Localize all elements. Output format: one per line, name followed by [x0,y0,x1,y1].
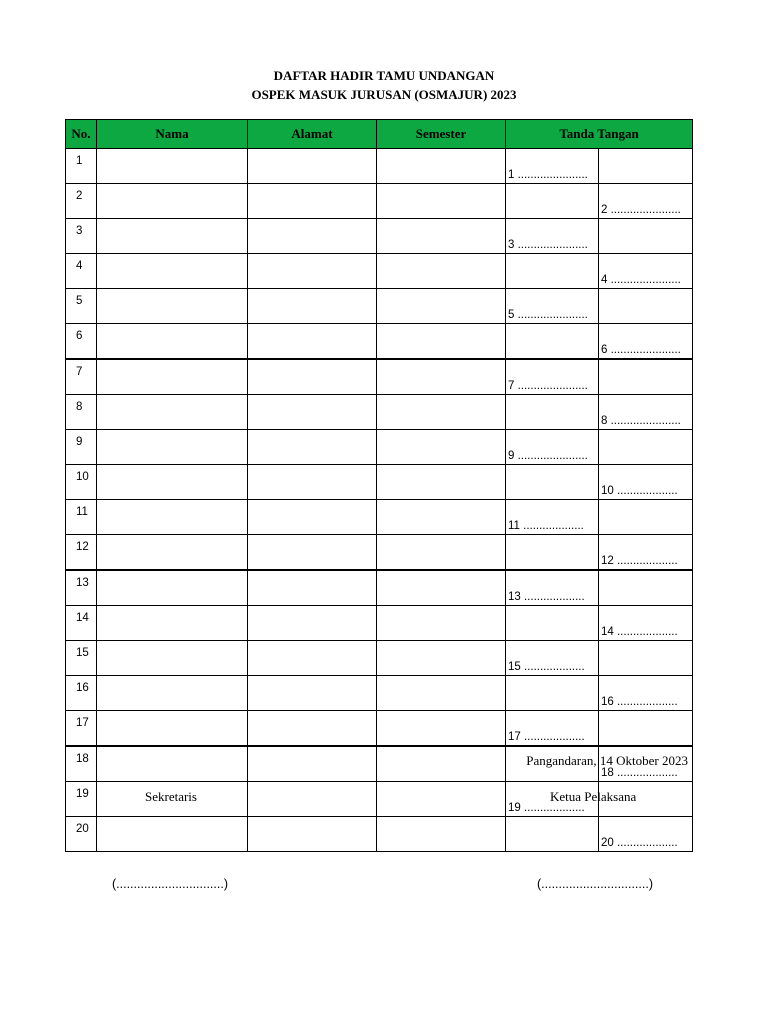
signature-cell-left[interactable] [506,395,599,430]
semester-cell[interactable] [377,324,506,360]
table-row [66,641,693,676]
table-row [66,570,693,606]
alamat-cell[interactable] [248,817,377,852]
secretary-title: Sekretaris [145,789,197,804]
signature-cell-right[interactable] [599,711,693,747]
row-number: 10 [66,465,97,500]
nama-cell[interactable] [97,465,248,500]
row-number: 5 [66,289,97,324]
nama-cell[interactable] [97,817,248,852]
alamat-cell[interactable] [248,782,377,817]
signature-cell-right[interactable] [599,219,693,254]
semester-cell[interactable] [377,606,506,641]
semester-cell[interactable] [377,711,506,747]
semester-cell[interactable] [377,184,506,219]
semester-cell[interactable] [377,465,506,500]
signature-cell-right[interactable] [599,465,693,500]
row-number: 8 [66,395,97,430]
signature-line: 15 ................... [508,661,585,673]
signature-cell-right[interactable] [599,184,693,219]
signature-cell-right[interactable] [599,606,693,641]
table-row [66,711,693,747]
signature-cell-left[interactable] [506,219,599,254]
semester-cell[interactable] [377,500,506,535]
signature-line: 10 ................... [601,485,678,497]
alamat-cell[interactable] [248,219,377,254]
table-row [66,184,693,219]
signature-line: 20 ................... [601,837,678,849]
alamat-cell[interactable] [248,324,377,360]
header-tanda-tangan: Tanda Tangan [506,120,693,149]
signature-line: 7 ...................... [508,380,588,392]
table-row [66,324,693,360]
row-number: 18 [66,746,97,782]
row-number: 15 [66,641,97,676]
row-number: 7 [66,359,97,395]
title-line-2: OSPEK MASUK JURUSAN (OSMAJUR) 2023 [251,87,517,102]
table-row [66,535,693,571]
signature-line: 11 ................... [508,520,584,532]
row-number: 19 [66,782,97,817]
title-line-1: DAFTAR HADIR TAMU UNDANGAN [273,68,495,83]
signature-cell-left[interactable] [506,711,599,747]
signature-line: 1 ...................... [508,169,588,181]
alamat-cell[interactable] [248,465,377,500]
signature-line: 6 ...................... [601,344,681,356]
nama-cell[interactable] [97,676,248,711]
table-row [66,359,693,395]
alamat-cell[interactable] [248,359,377,395]
signature-line: 12 ................... [601,555,678,567]
nama-cell[interactable] [97,324,248,360]
signature-line: 19 ................... [508,802,585,814]
signature-line: 18 ................... [601,767,678,779]
header-alamat: Alamat [248,120,377,149]
nama-cell[interactable] [97,184,248,219]
row-number: 4 [66,254,97,289]
nama-cell[interactable] [97,711,248,747]
alamat-cell[interactable] [248,289,377,324]
secretary-signature-line: (...............................) [112,877,228,891]
table-row [66,430,693,465]
semester-cell[interactable] [377,430,506,465]
alamat-cell[interactable] [248,641,377,676]
nama-cell[interactable] [97,254,248,289]
nama-cell[interactable] [97,430,248,465]
row-number: 12 [66,535,97,571]
nama-cell[interactable] [97,395,248,430]
alamat-cell[interactable] [248,746,377,782]
signature-cell-right[interactable] [599,676,693,711]
table-row [66,149,693,184]
nama-cell[interactable] [97,149,248,184]
alamat-cell[interactable] [248,184,377,219]
signature-line: 4 ...................... [601,274,681,286]
row-number: 17 [66,711,97,747]
semester-cell[interactable] [377,535,506,571]
chairman-signature-line: (...............................) [537,877,653,891]
signature-cell-right[interactable] [599,149,693,184]
semester-cell[interactable] [377,359,506,395]
alamat-cell[interactable] [248,711,377,747]
signature-cell-right[interactable] [599,430,693,465]
semester-cell[interactable] [377,289,506,324]
chairman-title: Ketua Pelaksana [550,789,637,804]
alamat-cell[interactable] [248,535,377,571]
row-number: 1 [66,149,97,184]
header-semester: Semester [377,120,506,149]
signature-line: 13 ................... [508,591,585,603]
signature-cell-right[interactable] [599,395,693,430]
alamat-cell[interactable] [248,395,377,430]
signature-cell-right[interactable] [599,324,693,360]
signature-cell-right[interactable] [599,359,693,395]
signature-line: 5 ...................... [508,309,588,321]
table-row [66,676,693,711]
signature-cell-right[interactable] [599,817,693,852]
alamat-cell[interactable] [248,430,377,465]
row-number: 9 [66,430,97,465]
signature-cell-left[interactable] [506,324,599,360]
row-number: 16 [66,676,97,711]
signature-cell-left[interactable] [506,359,599,395]
signature-cell-left[interactable] [506,289,599,324]
signature-cell-left[interactable] [506,465,599,500]
nama-cell[interactable] [97,746,248,782]
signature-line: 16 ................... [601,696,678,708]
signature-cell-right[interactable] [599,641,693,676]
table-row [66,289,693,324]
row-number: 3 [66,219,97,254]
semester-cell[interactable] [377,149,506,184]
row-number: 14 [66,606,97,641]
alamat-cell[interactable] [248,254,377,289]
table-row [66,500,693,535]
table-header-row [66,120,693,149]
signature-line: 2 ...................... [601,204,681,216]
nama-cell[interactable] [97,219,248,254]
table-row [66,465,693,500]
alamat-cell[interactable] [248,149,377,184]
signature-line: 9 ...................... [508,450,588,462]
signature-line: 14 ................... [601,626,678,638]
signature-cell-right[interactable] [599,500,693,535]
row-number: 2 [66,184,97,219]
semester-cell[interactable] [377,817,506,852]
signature-cell-left[interactable] [506,606,599,641]
signature-cell-left[interactable] [506,676,599,711]
signature-line: 17 ................... [508,731,585,743]
attendance-table [65,119,693,852]
document-title [0,66,768,104]
alamat-cell[interactable] [248,606,377,641]
nama-cell[interactable] [97,570,248,606]
signature-cell-right[interactable] [599,289,693,324]
row-number: 6 [66,324,97,360]
semester-cell[interactable] [377,570,506,606]
signature-cell-left[interactable] [506,817,599,852]
row-number: 11 [66,500,97,535]
nama-cell[interactable] [97,500,248,535]
signature-line: 3 ...................... [508,239,588,251]
semester-cell[interactable] [377,395,506,430]
signature-cell-left[interactable] [506,535,599,571]
semester-cell[interactable] [377,746,506,782]
row-number: 13 [66,570,97,606]
signature-cell-left[interactable] [506,430,599,465]
semester-cell[interactable] [377,219,506,254]
signature-line: 8 ...................... [601,415,681,427]
nama-cell[interactable] [97,606,248,641]
table-row [66,395,693,430]
table-row [66,606,693,641]
signature-cell-left[interactable] [506,570,599,606]
signature-cell-right[interactable] [599,570,693,606]
header-no: No. [66,120,97,149]
place-date: Pangandaran, 14 Oktober 2023 [526,753,688,768]
signature-cell-left[interactable] [506,184,599,219]
signature-cell-left[interactable] [506,254,599,289]
table-row [66,219,693,254]
table-row [66,817,693,852]
header-nama: Nama [97,120,248,149]
alamat-cell[interactable] [248,676,377,711]
row-number: 20 [66,817,97,852]
alamat-cell[interactable] [248,570,377,606]
table-row [66,254,693,289]
semester-cell[interactable] [377,782,506,817]
signature-cell-left[interactable] [506,641,599,676]
nama-cell[interactable] [97,289,248,324]
signature-cell-right[interactable] [599,254,693,289]
semester-cell[interactable] [377,641,506,676]
signature-cell-right[interactable] [599,535,693,571]
attendance-rows [66,149,693,852]
nama-cell[interactable] [97,641,248,676]
nama-cell[interactable] [97,359,248,395]
semester-cell[interactable] [377,254,506,289]
alamat-cell[interactable] [248,500,377,535]
signature-cell-left[interactable] [506,149,599,184]
semester-cell[interactable] [377,676,506,711]
nama-cell[interactable] [97,535,248,571]
signature-cell-left[interactable] [506,500,599,535]
